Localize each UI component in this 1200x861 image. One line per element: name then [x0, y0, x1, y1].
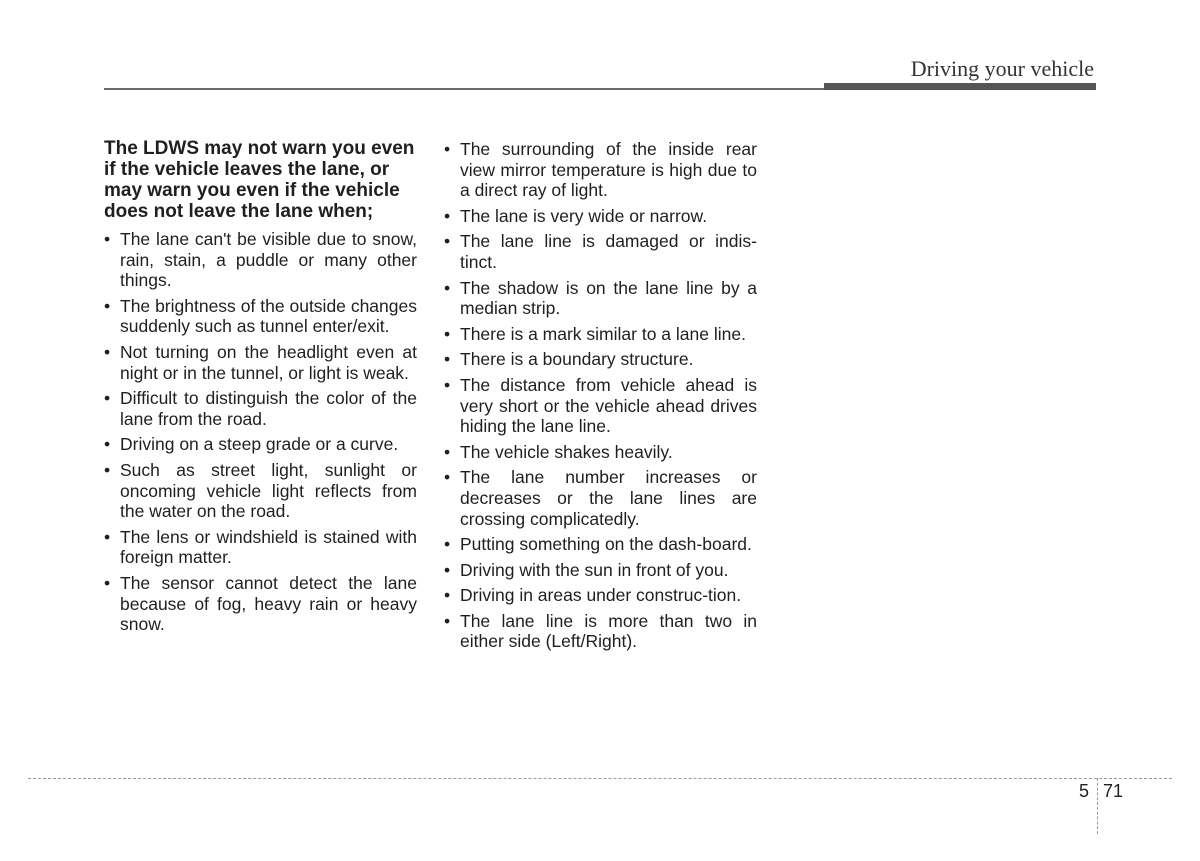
bullet-icon: •: [444, 231, 451, 252]
list-item: [444, 467, 757, 529]
list-item-text: Driving on a steep grade or a curve.: [120, 434, 399, 455]
list-item-text: Putting something on the dash-board.: [460, 534, 752, 555]
middle-bullet-list: [444, 139, 757, 652]
list-item: [104, 229, 417, 291]
list-item-text: The sensor cannot detect the lane because of fog, heavy rain or heavy snow.: [120, 572, 417, 635]
bullet-icon: •: [104, 434, 111, 455]
list-item: [444, 560, 757, 581]
warning-heading: The LDWS may not warn you even if the vehicle leaves the lane, or may warn you even if the vehicle does not leave the lane when;: [104, 138, 415, 222]
list-item-text: The lane line is more than two in either side (Left/Right).: [460, 610, 757, 652]
left-bullet-list: [104, 229, 417, 635]
list-item-text: The lane line is damaged or indis-tinct.: [460, 231, 757, 272]
list-item: [104, 573, 417, 635]
bullet-icon: •: [444, 205, 451, 226]
list-item: [104, 296, 417, 337]
bullet-icon: •: [444, 610, 451, 631]
list-item: [444, 534, 757, 555]
bullet-icon: •: [104, 572, 111, 593]
list-item-text: Difficult to distinguish the color of the lane from the road.: [120, 388, 417, 429]
bullet-icon: •: [104, 229, 111, 249]
list-item: [444, 349, 757, 370]
list-item: [444, 585, 757, 606]
footer-divider: [28, 778, 1172, 779]
footer-page-separator: [1097, 778, 1098, 834]
bullet-icon: •: [444, 467, 451, 488]
list-item: [444, 139, 757, 201]
bullet-icon: •: [444, 585, 451, 606]
middle-column: [444, 139, 757, 657]
list-item: [444, 324, 757, 345]
section-number: 5: [1079, 781, 1090, 801]
bullet-icon: •: [104, 526, 111, 547]
list-item-text: The vehicle shakes heavily.: [460, 441, 673, 462]
list-item: [444, 611, 757, 652]
bullet-icon: •: [444, 277, 451, 298]
list-item-text: There is a boundary structure.: [460, 349, 694, 370]
list-item-text: The distance from vehicle ahead is very short or the vehicle ahead drives hiding the lane line.: [460, 374, 757, 437]
list-item-text: The lane can't be visible due to snow, rain, stain, a puddle or many other things.: [120, 229, 417, 291]
header-divider-thin: [104, 88, 824, 90]
list-item-text: The surrounding of the inside rear view mirror temperature is high due to a direct ray of light.: [460, 139, 757, 201]
bullet-icon: •: [444, 441, 451, 462]
bullet-icon: •: [104, 295, 111, 316]
list-item-text: There is a mark similar to a lane line.: [460, 323, 746, 344]
list-item-text: Driving in areas under construc-tion.: [460, 585, 742, 606]
list-item-text: Not turning on the headlight even at night or in the tunnel, or light is weak.: [120, 341, 417, 383]
list-item-text: The brightness of the outside changes suddenly such as tunnel enter/exit.: [120, 295, 417, 337]
left-column: [104, 138, 417, 640]
bullet-icon: •: [444, 374, 451, 395]
list-item: [104, 342, 417, 383]
list-item: [444, 375, 757, 437]
list-item-text: The lens or windshield is stained with foreign matter.: [120, 526, 417, 568]
bullet-icon: •: [104, 459, 111, 480]
page-header-title: Driving your vehicle: [910, 56, 1094, 81]
bullet-icon: •: [444, 349, 451, 370]
list-item: [104, 460, 417, 522]
list-item: [444, 206, 757, 227]
bullet-icon: •: [104, 341, 111, 362]
list-item-text: The shadow is on the lane line by a median strip.: [460, 277, 757, 319]
bullet-icon: •: [104, 388, 111, 409]
list-item: [444, 278, 757, 319]
bullet-icon: •: [444, 139, 451, 159]
list-item: [444, 231, 757, 272]
list-item: [104, 388, 417, 429]
list-item: [104, 527, 417, 568]
bullet-icon: •: [444, 534, 451, 555]
bullet-icon: •: [444, 559, 451, 580]
header-divider-thick: [824, 83, 1096, 90]
list-item: [444, 442, 757, 463]
list-item-text: Driving with the sun in front of you.: [460, 559, 729, 580]
list-item-text: The lane number increases or decreases or the lane lines are crossing complicatedly.: [460, 467, 757, 529]
list-item: [104, 434, 417, 455]
list-item-text: Such as street light, sunlight or oncoming vehicle light reflects from the water on the road.: [120, 459, 417, 522]
bullet-icon: •: [444, 323, 451, 344]
page-number: 71: [1103, 781, 1124, 801]
list-item-text: The lane is very wide or narrow.: [460, 205, 708, 226]
